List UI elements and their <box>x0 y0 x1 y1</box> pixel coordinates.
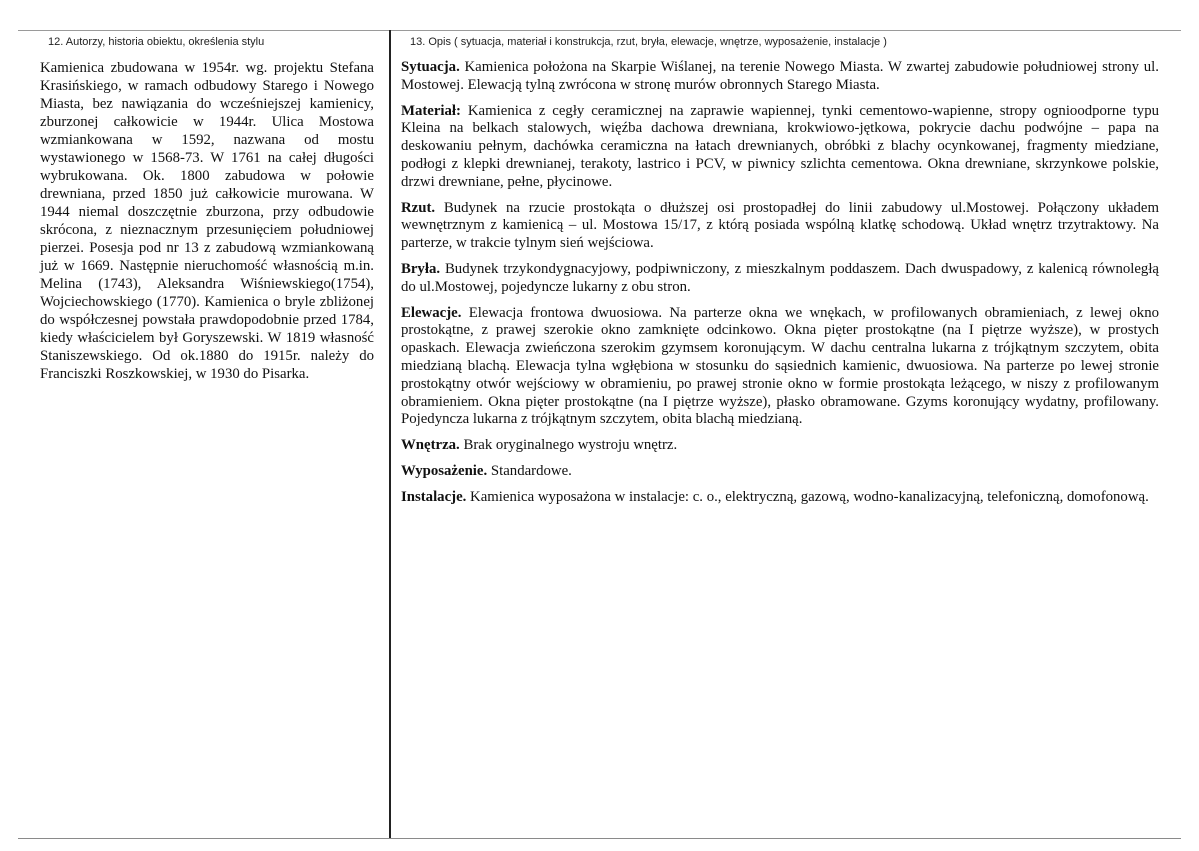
description-column <box>401 36 1159 515</box>
column-divider <box>389 30 391 838</box>
top-rule <box>18 30 1181 31</box>
section-wnetrza <box>401 437 1159 455</box>
section-label: Elewacje. <box>401 304 462 321</box>
section-label: Materiał: <box>401 102 461 119</box>
section-text: Kamienica położona na Skarpie Wiślanej, na terenie Nowego Miasta. W zwartej zabudowie południowej strony ul. Mostowej. Elewacją tylną zwrócona w stronę murów obronnych Starego Miasta. <box>401 59 1159 93</box>
section-sytuacja <box>401 59 1159 95</box>
section-rzut <box>401 200 1159 253</box>
section-wyposazenie <box>401 463 1159 481</box>
section-instalacje <box>401 489 1159 507</box>
section-elewacje <box>401 305 1159 430</box>
bottom-rule <box>18 838 1181 839</box>
section-text: Kamienica z cegły ceramicznej na zaprawie wapiennej, tynki cementowo-wapienne, stropy ognioodporne typu Kleina na belkach stalowych, więźba dachowa drewniana, krokwiowo-jętkowa, pokrycie dachu podwójne – papa na deskowaniu pełnym, dachówka ceramiczna na łatach drewnianych, obróbki z blachy ocynkowanej, fragmenty miedziane, podłogi z klepki drewnianej, terakoty, lastrico i PCV, w piwnicy szlichta cementowa. Okna drewniane, skrzynkowe polskie, drzwi drewniane, pełne, płycinowe. <box>401 102 1160 190</box>
section-bryla <box>401 261 1159 297</box>
history-column <box>40 36 374 383</box>
history-text: Kamienica zbudowana w 1954r. wg. projektu Stefana Krasińskiego, w ramach odbudowy Starego i Nowego Miasta, bez nawiązania do wcześniejszej kamienicy, zburzonej całkowicie w 1944r. Ulica Mostowa wzmiankowana w 1592, nazwana od mostu wystawionego w 1568-73. W 1761 na całej długości wybrukowana. Ok. 1800 zabudowa w połowie drewniana, przed 1850 już całkowicie murowana. W 1944 niemal doszczętnie zburzona, przy odbudowie skrócona, z nieznacznym przesunięciem południowej pierzei. Posesja pod nr 13 z zabudową wzmiankowaną już w 1669. Następnie nieruchomość własnością m.in. Melina (1743), Aleksandra Wiśniewskiego(1754), Wojciechowskiego (1770). Kamienica o bryle zbliżonej do współczesnej powstała prawdopodobnie przed 1784, kiedy właścicielem był Goryszewski. W 1819 własność Staniszewskiego. Od ok.1880 do 1915r. należy do Franciszki Roszkowskiej, w 1930 do Pisarka. <box>40 60 374 382</box>
section-text: Kamienica wyposażona w instalacje: c. o., elektryczną, gazową, wodno-kanalizacyjną, telefoniczną, domofonową. <box>470 488 1149 505</box>
history-heading: 12. Autorzy, historia obiektu, określenia stylu <box>48 36 265 48</box>
section-text: Brak oryginalnego wystroju wnętrz. <box>463 437 678 454</box>
section-text: Budynek trzykondygnacyjowy, podpiwniczony, z mieszkalnym poddaszem. Dach dwuspadowy, z kalenicą równoległą do ul.Mostowej, pojedyncze lukarny z obu stron. <box>401 260 1160 295</box>
section-label: Instalacje. <box>401 488 467 505</box>
section-text: Budynek na rzucie prostokąta o dłuższej osi prostopadłej do linii zabudowy ul.Mostowej. Połączony układem wewnętrznym z kamienicą – ul. Mostowa 15/17, z którą posiada wspólną klatkę schodową. Układ wnętrz trzytraktowy. Na parterze, w trakcie tylnym sień wejściowa. <box>401 199 1159 252</box>
section-text: Elewacja frontowa dwuosiowa. Na parterze okna we wnękach, w profilowanych obramieniach, z lewej okno prostokątne, z prawej szerokie okno zamknięte odcinkowo. Okna pięter prostokątne (na I piętrze wyższe), w prostych opaskach. Elewacja zwieńczona szerokim gzymsem koronującym. W dachu centralna lukarna z trójkątnym szczytem, obita miedzianą blachą. Elewacja tylna wgłębiona w stosunku do sąsiednich kamienic, dwuosiowa. Na parterze po lewej stronie prostokątny otwór wejściowy w obramieniu, po prawej stronie okno w formie prostokąta leżącego, w niszy z profilowanym obramieniem. Okna pięter prostokątne (na I piętrze wyższe), płasko obramowane. Gzyms koronujący wydatny, profilowany. Pojedyncza lukarna z trójkątnym szczytem, obita blachą miedzianą. <box>401 304 1159 428</box>
section-label: Wnętrza. <box>401 437 460 454</box>
description-heading: 13. Opis ( sytuacja, materiał i konstrukcja, rzut, bryła, elewacje, wnętrze, wyposażenie, instalacje ) <box>410 36 887 48</box>
section-label: Sytuacja. <box>401 59 460 75</box>
section-text: Standardowe. <box>490 462 572 479</box>
section-label: Rzut. <box>401 199 436 216</box>
section-label: Wyposażenie. <box>401 462 488 479</box>
section-label: Bryła. <box>401 260 441 277</box>
section-material <box>401 103 1159 192</box>
